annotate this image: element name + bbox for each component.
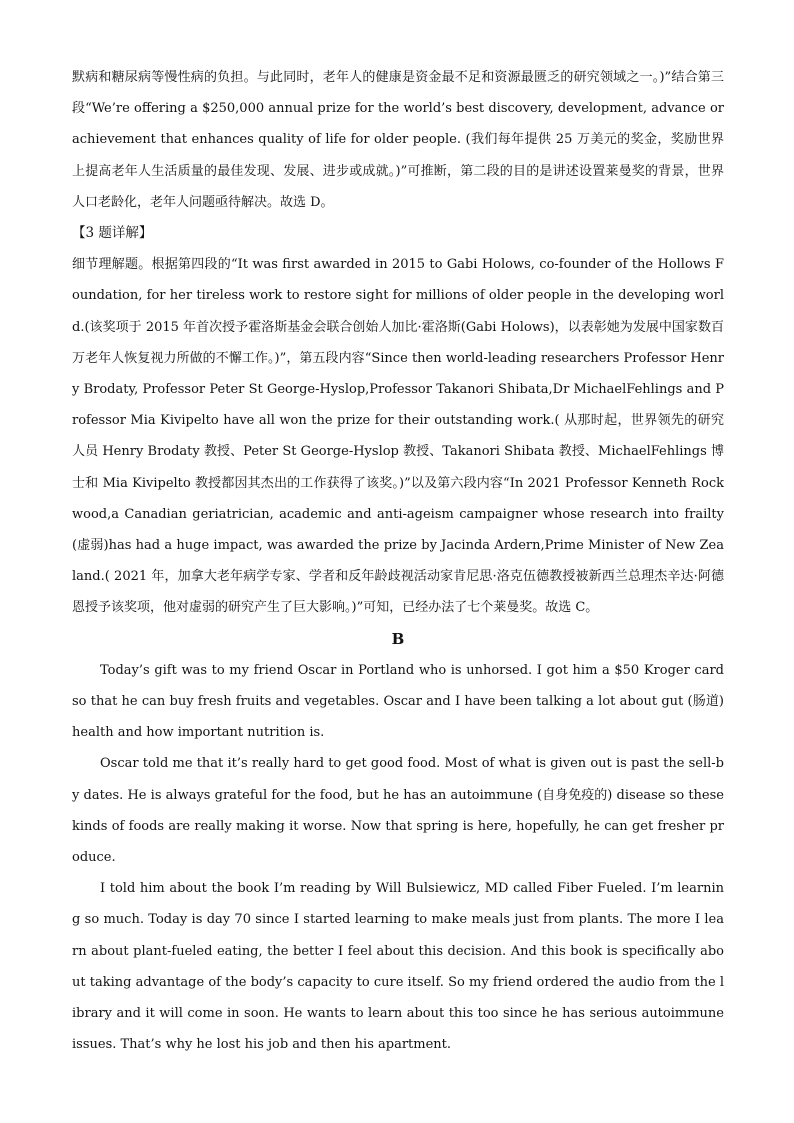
passage-b-paragraph-2: Oscar told me that it’s really hard to get good food. Most of what is given out is past the sell-by dates. He is always grateful for the food, but he has an autoimmune (自身免疫的) disease so these kinds of foods are really making it worse. Now that spring is here, hopefully, he can get fresher produce. bbox=[72, 756, 724, 866]
passage-b-title: B bbox=[391, 629, 405, 648]
q3-heading: 【3 题详解】 bbox=[72, 225, 153, 242]
analysis-q2-continued: 默病和糖尿病等慢性病的负担。与此同时，老年人的健康是资金最不足和资源最匮乏的研究领域之一。)”结合第三段“We’re offering a $250,000 annual prize for the world’s best discovery, development, advance or achievement that enhances quality of life for older people. (我们每年提供 25 万美元的奖金，奖励世界上提高老年人生活质量的最佳发现、发展、进步或成就。)”可推断，第二段的目的是讲述设置莱曼奖的背景，世界人口老龄化，老年人问题亟待解决。故选 D。 bbox=[72, 70, 724, 210]
document-page bbox=[72, 62, 724, 1061]
passage-b-paragraph-1: Today’s gift was to my friend Oscar in Portland who is unhorsed. I got him a $50 Kroger card so that he can buy fresh fruits and vegetables. Oscar and I have been talking a lot about gut (肠道) health and how important nutrition is. bbox=[72, 662, 724, 741]
analysis-q3: 细节理解题。根据第四段的“It was first awarded in 2015 to Gabi Holows, co-founder of the Hollows Foundation, for her tireless work to restore sight for millions of older people in the developing world.(该奖项于 2015 年首次授予霍洛斯基金会联合创始人加比·霍洛斯(Gabi Holows)，以表彰她为发展中国家数百万老年人恢复视力所做的不懈工作。)”，第五段内容“Since then world-leading researchers Professor Henry Brodaty, Professor Peter St George-Hyslop,Professor Takanori Shibata,Dr MichaelFehlings and Professor Mia Kivipelto have all won the prize for their outstanding work.( 从那时起，世界领先的研究人员 Henry Brodaty 教授、Peter St George-Hyslop 教授、Takanori Shibata 教授、MichaelFehlings 博士和 Mia Kivipelto 教授都因其杰出的工作获得了该奖。)”以及第六段内容“In 2021 Professor Kenneth Rock wood,a Canadian geriatrician, academic and anti-ageism campaigner whose research into frailty(虚弱)has had a huge impact, was awarded the prize by Jacinda Ardern,Prime Minister of New Zealand.( 2021 年，加拿大老年病学专家、学者和反年龄歧视活动家肯尼思·洛克伍德教授被新西兰总理杰辛达·阿德恩授予该奖项，他对虚弱的研究产生了巨大影响。)”可知，已经办法了七个莱曼奖。故选 C。 bbox=[72, 257, 724, 616]
passage-b-paragraph-3: I told him about the book I’m reading by Will Bulsiewicz, MD called Fiber Fueled. I’m learning so much. Today is day 70 since I started learning to make meals just from plants. The more I learn about plant-fueled eating, the better I feel about this decision. And this book is specifically about taking advantage of the body’s capacity to cure itself. So my friend ordered the audio from the library and it will come in soon. He wants to learn about this too since he has serious autoimmune issues. That’s why he lost his job and then his apartment. bbox=[72, 881, 724, 1053]
